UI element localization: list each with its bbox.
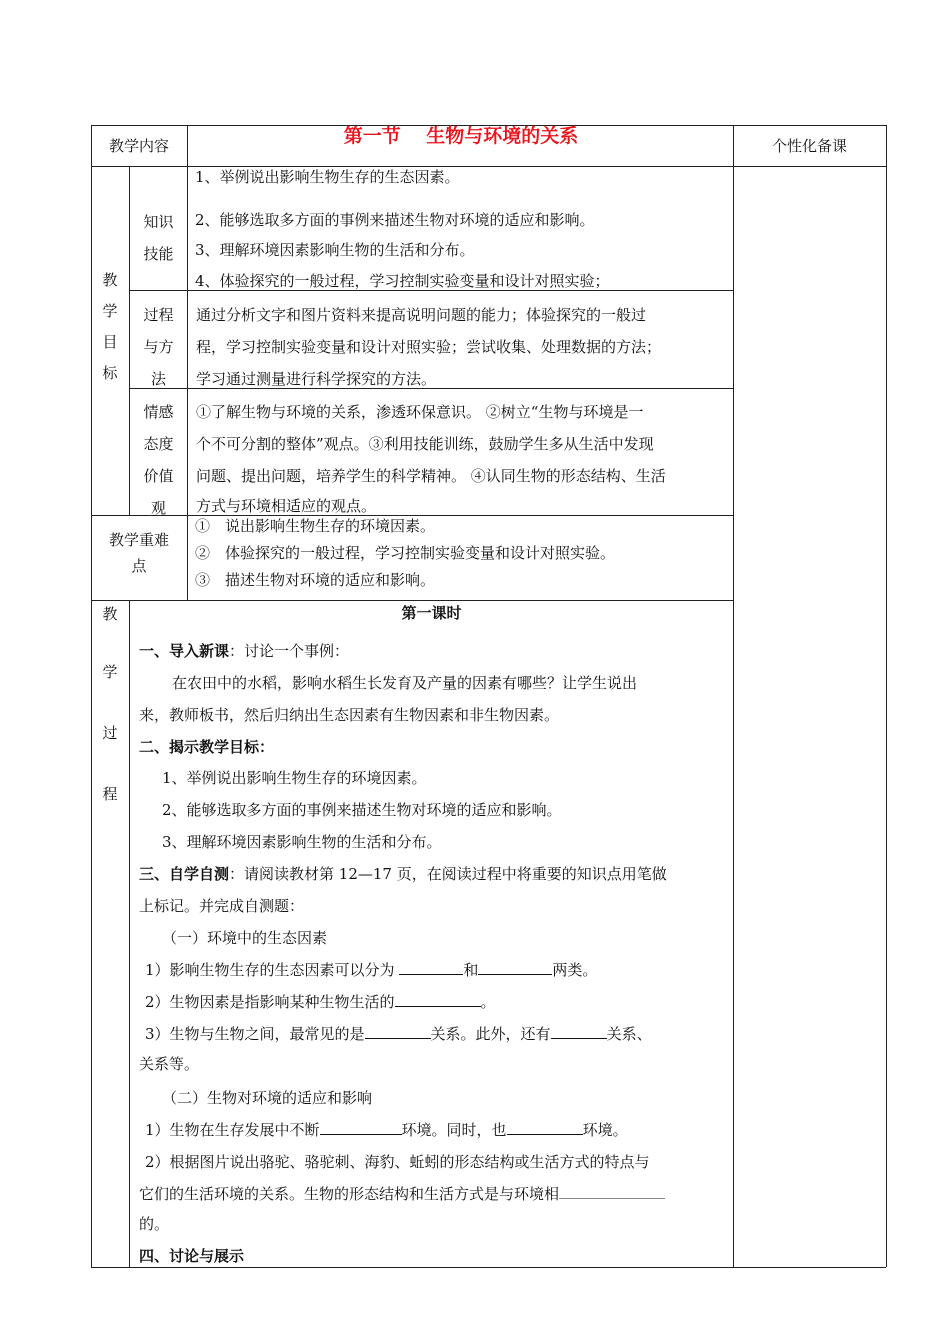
table-border-left (91, 125, 92, 1267)
question-text: 关系、 (606, 1025, 652, 1043)
knowledge-item: 3、理解环境因素影响生物的生活和分布。 (195, 241, 475, 259)
self-study-heading: 三、自学自测 (139, 865, 230, 883)
question-5-line (139, 1184, 665, 1204)
process-line: 程，学习控制实验变量和设计对照实验；尝试收集、处理数据的方法； (196, 338, 662, 356)
personal-notes-header: 个性化备课 (771, 137, 847, 155)
content-col-divider-mid (187, 166, 188, 600)
subsection-heading: （一）环境中的生态因素 (162, 929, 328, 947)
process-section-label-char: 学 (102, 663, 118, 681)
process-section-label-char: 教 (102, 605, 118, 623)
objectives-label-char: 学 (102, 302, 118, 320)
question-5-line: 的。 (139, 1215, 170, 1233)
keypoints-row-divider (91, 600, 733, 601)
process-section-label-char: 过 (102, 724, 118, 742)
lesson-title: 第一课时 (401, 604, 462, 622)
knowledge-item: 2、能够选取多方面的事例来描述生物对环境的适应和影响。 (195, 211, 595, 229)
answer-blank[interactable] (507, 1120, 583, 1135)
question-text: 它们的生活环境的关系。生物的形态结构和生活方式是与环境相 (139, 1185, 560, 1203)
attitude-label: 观 (150, 499, 166, 517)
answer-blank[interactable] (320, 1120, 402, 1135)
question-text: 和 (463, 961, 479, 979)
question-1 (145, 960, 597, 980)
knowledge-label: 知识 (143, 213, 174, 231)
question-2 (145, 992, 496, 1012)
subsection-heading: （二）生物对环境的适应和影响 (162, 1089, 373, 1107)
table-border-right (886, 125, 887, 1267)
key-point-item: ② 体验探究的一般过程，学习控制实验变量和设计对照实验。 (195, 544, 616, 562)
question-text: 两类。 (552, 961, 598, 979)
question-text: 环境。 (582, 1121, 628, 1139)
goal-item: 3、理解环境因素影响生物的生活和分布。 (162, 833, 442, 851)
goal-item: 2、能够选取多方面的事例来描述生物对环境的适应和影响。 (162, 801, 562, 819)
process-label: 过程 (143, 306, 174, 324)
section-title: 第一节 生物与环境的关系 (343, 125, 579, 147)
intro-body-line: 来，教师板书，然后归纳出生态因素有生物因素和非生物因素。 (139, 706, 560, 724)
process-label: 法 (150, 370, 166, 388)
question-3-cont: 关系等。 (139, 1055, 200, 1073)
goals-heading: 二、揭示教学目标： (139, 738, 275, 756)
attitude-line: 个不可分割的整体”观点。③利用技能训练，鼓励学生多从生活中发现 (196, 435, 654, 453)
process-label: 与方 (143, 338, 174, 356)
question-text: 环境。同时，也 (401, 1121, 507, 1139)
process-line: 学习通过测量进行科学探究的方法。 (196, 370, 437, 388)
content-header-label: 教学内容 (108, 137, 169, 155)
question-text: 1）生物在生存发展中不断 (145, 1121, 320, 1139)
question-text: 1）影响生物生存的生态因素可以分为 (145, 961, 400, 979)
attitude-line: 方式与环境相适应的观点。 (196, 497, 377, 515)
discussion-heading: 四、讨论与展示 (139, 1247, 245, 1265)
question-text: 。 (480, 993, 496, 1011)
key-points-label: 教学重难 (108, 531, 169, 549)
question-3 (145, 1024, 652, 1044)
objectives-label-char: 目 (102, 333, 118, 351)
question-5-line: 2）根据图片说出骆驼、骆驼刺、海豹、蚯蚓的形态结构或生活方式的特点与 (145, 1153, 650, 1171)
intro-body-line: 在农田中的水稻，影响水稻生长发育及产量的因素有哪些？让学生说出 (172, 674, 638, 692)
answer-blank[interactable] (399, 960, 463, 975)
key-points-label: 点 (131, 557, 147, 575)
key-point-item: ③ 描述生物对环境的适应和影响。 (195, 571, 436, 589)
intro-heading: 一、导入新课 (139, 642, 230, 660)
answer-blank[interactable] (395, 992, 481, 1007)
knowledge-label: 技能 (143, 245, 174, 263)
objectives-label-char: 教 (102, 271, 118, 289)
objectives-label-char: 标 (102, 364, 118, 382)
notes-col-divider (733, 125, 734, 1267)
self-study-line (139, 864, 667, 884)
answer-blank[interactable] (559, 1184, 665, 1199)
attitude-line: ①了解生物与环境的关系，渗透环保意识。 ②树立“生物与环境是一 (196, 403, 644, 421)
self-study-tail: ：请阅读教材第 12—17 页，在阅读过程中将重要的知识点用笔做 (229, 865, 667, 883)
question-text: 关系。此外，还有 (430, 1025, 551, 1043)
question-4 (145, 1120, 628, 1140)
process-line: 通过分析文字和图片资料来提高说明问题的能力；体验探究的一般过 (196, 306, 647, 324)
knowledge-item: 1、举例说出影响生物生存的生态因素。 (195, 168, 460, 186)
attitude-line: 问题、提出问题，培养学生的科学精神。 ④认同生物的形态结构、生活 (196, 467, 666, 485)
attitude-label: 情感 (143, 403, 174, 421)
key-point-item: ① 说出影响生物生存的环境因素。 (195, 517, 436, 535)
intro-tail: ：讨论一个事例： (229, 642, 350, 660)
attitude-label: 态度 (143, 435, 174, 453)
question-text: 3）生物与生物之间，最常见的是 (145, 1025, 365, 1043)
table-border-bottom (91, 1267, 886, 1268)
label-col-divider-bottom (129, 600, 130, 1267)
self-study-line-2: 上标记。并完成自测题： (139, 897, 305, 915)
content-col-divider-header (187, 125, 188, 166)
goal-item: 1、举例说出影响生物生存的环境因素。 (162, 769, 427, 787)
answer-blank[interactable] (478, 960, 552, 975)
knowledge-item: 4、体验探究的一般过程，学习控制实验变量和设计对照实验； (195, 272, 610, 290)
process-section-label-char: 程 (102, 785, 118, 803)
question-text: 2）生物因素是指影响某种生物生活的 (145, 993, 395, 1011)
intro-line (139, 641, 349, 661)
attitude-label: 价值 (143, 467, 174, 485)
answer-blank[interactable] (551, 1024, 607, 1039)
answer-blank[interactable] (365, 1024, 431, 1039)
